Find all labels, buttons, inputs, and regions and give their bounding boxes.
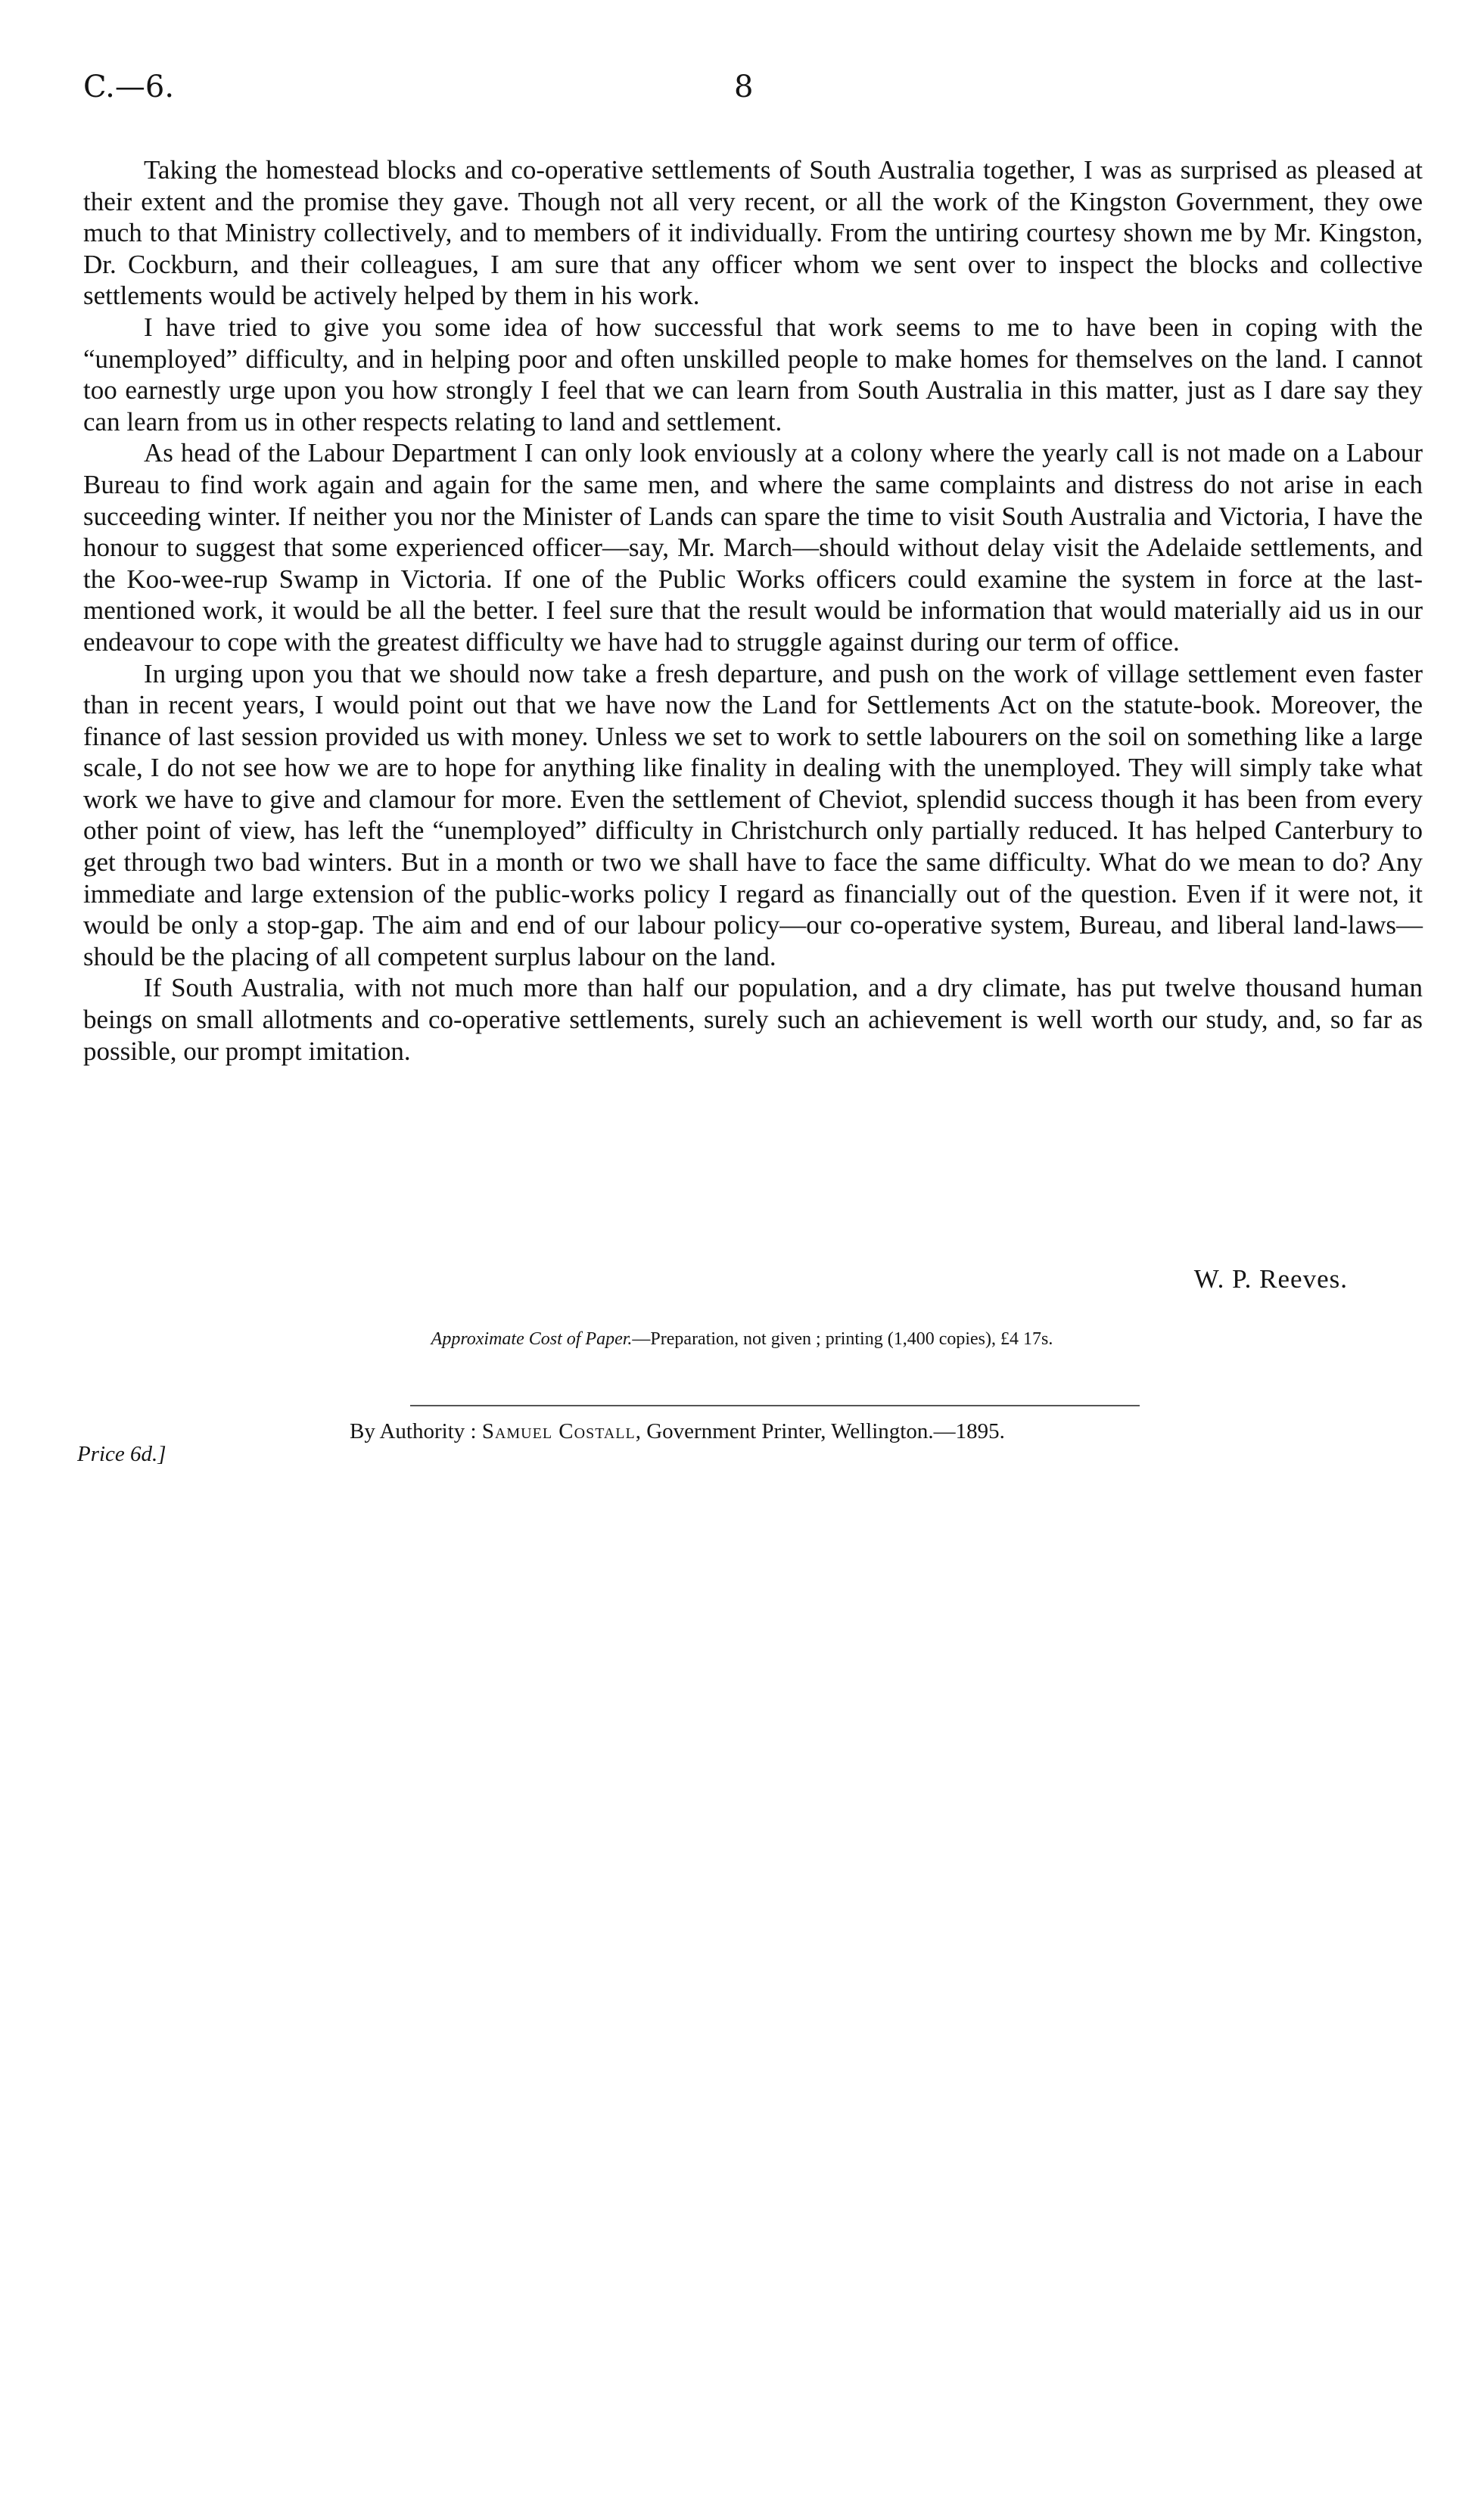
imprint-prefix: By Authority :: [350, 1419, 477, 1443]
paragraph-1: Taking the homestead blocks and co-operative settlements of South Australia together, I was as surprised as pleased at their extent and the promise they gave. Though not all very recent, or all the work of the Kingston Government, they owe much to that Ministry collectively, and to members of it individually. From the untiring courtesy shown me by Mr. Kingston, Dr. Cockburn, and their colleagues, I am sure that any officer whom we sent over to inspect the blocks and collective settlements would be actively helped by them in his work.: [83, 155, 1423, 311]
imprint-suffix: , Government Printer, Wellington.—1895.: [635, 1419, 1005, 1443]
printer-name: Samuel Costall: [481, 1419, 636, 1443]
signature: W. P. Reeves.: [1193, 1264, 1348, 1294]
paragraph-2: I have tried to give you some idea of how successful that work seems to me to have been in coping with the “unemployed” difficulty, and in helping poor and often unskilled people to make homes for themselves on the land. I cannot too earnestly urge upon you how strongly I feel that we can learn from South Australia in this matter, just as I dare say they can learn from us in other respects relating to land and settlement.: [83, 312, 1423, 437]
cost-note-label: Approximate Cost of Paper.: [431, 1329, 633, 1349]
document-reference: C.—6.: [83, 70, 175, 104]
divider-rule: [410, 1405, 1140, 1406]
printer-imprint: [350, 1419, 1005, 1444]
page-number: 8: [734, 70, 754, 104]
cost-note-text: —Preparation, not given ; printing (1,400 copies), £4 17s.: [632, 1329, 1053, 1349]
cost-note: [0, 1329, 1484, 1350]
price-note: Price 6d.]: [77, 1442, 166, 1466]
letter-body: [83, 154, 1423, 1067]
paragraph-4: In urging upon you that we should now take a fresh departure, and push on the work of village settlement even faster than in recent years, I would point out that we have now the Land for Settlements Act on the statute-book. Moreover, the finance of last session provided us with money. Unless we set to work to settle labourers on the soil on something like a large scale, I do not see how we are to hope for anything like finality in dealing with the unemployed. They will simply take what work we have to give and clamour for more. Even the settlement of Cheviot, splendid success though it has been from every other point of view, has left the “unemployed” difficulty in Christchurch only partially reduced. It has helped Canterbury to get through two bad winters. But in a month or two we shall have to face the same difficulty. What do we mean to do? Any immediate and large extension of the public-works policy I regard as financially out of the question. Even if it were not, it would be only a stop-gap. The aim and end of our labour policy—our co-operative system, Bureau, and liberal land-laws—should be the placing of all competent surplus labour on the land.: [83, 658, 1423, 971]
page-header: [83, 70, 1415, 115]
paragraph-3: As head of the Labour Department I can only look enviously at a colony where the yearly call is not made on a Labour Bureau to find work again and again for the same men, and where the same complaints and distress do not arise in each succeeding winter. If neither you nor the Minister of Lands can spare the time to visit South Australia and Victoria, I have the honour to suggest that some experienced officer—say, Mr. March—should without delay visit the Adelaide settlements, and the Koo-wee-rup Swamp in Victoria. If one of the Public Works officers could examine the system in force at the last-mentioned work, it would be all the better. I feel sure that the result would be information that would materially aid us in our endeavour to cope with the greatest difficulty we have had to struggle against during our term of office.: [83, 438, 1423, 657]
paragraph-5: If South Australia, with not much more than half our population, and a dry climate, has put twelve thousand human beings on small allotments and co-operative settlements, surely such an achievement is well worth our study, and, so far as possible, our prompt imitation.: [83, 973, 1423, 1066]
